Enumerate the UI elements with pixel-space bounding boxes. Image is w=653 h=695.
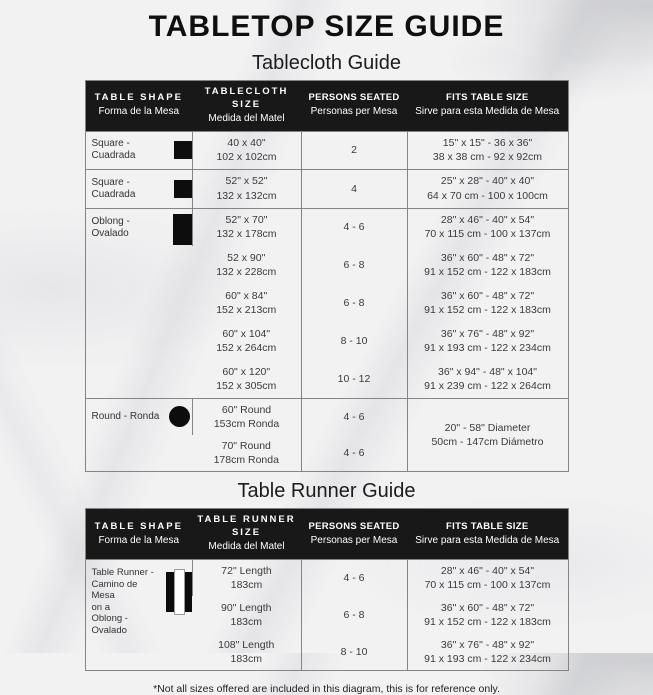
size-cell xyxy=(192,596,301,633)
size-inches: 52 x 90" xyxy=(227,251,266,264)
header-es-label: Personas per Mesa xyxy=(310,106,398,118)
persons-cell: 8 - 10 xyxy=(301,633,407,670)
size-cm: 178cm Ronda xyxy=(213,454,279,467)
shape-label: Square - Cuadrada xyxy=(91,176,136,200)
fits-inches: 36" x 76" - 48" x 92" xyxy=(440,638,535,651)
size-inches: 60" x 120" xyxy=(222,365,271,378)
page-title: TABLETOP SIZE GUIDE xyxy=(148,10,505,43)
header-en-label: TABLECLOTH SIZE xyxy=(204,86,289,110)
shape-label-line: Oblong - Ovalado xyxy=(91,613,128,636)
persons-cell: 4 - 6 xyxy=(301,559,407,596)
size-cell xyxy=(192,284,301,322)
fits-inches: 25" x 28" - 40" x 40" xyxy=(440,175,535,188)
size-cell xyxy=(192,398,301,435)
runner-header-row xyxy=(85,509,568,560)
persons-cell: 4 - 6 xyxy=(301,398,407,435)
header-tablecloth-size xyxy=(192,81,301,132)
shape-cell xyxy=(85,169,192,208)
fits-inches: 20" - 58" Diameter xyxy=(444,421,531,434)
size-cm: 153cm Ronda xyxy=(213,417,280,430)
size-cm: 102 x 102cm xyxy=(216,151,277,164)
header-en-label: FITS TABLE SIZE xyxy=(446,92,529,104)
header-en-label: TABLE SHAPE xyxy=(94,520,183,532)
table-runner-guide-section xyxy=(0,480,653,671)
footnote: *Not all sizes offered are included in this diagram, this is for reference only. xyxy=(153,682,500,695)
header-en-label: PERSONS SEATED xyxy=(308,520,400,532)
tablecloth-guide-title: Tablecloth Guide xyxy=(252,52,401,74)
table-runner-guide-table xyxy=(85,508,569,671)
size-inches: 60" x 104" xyxy=(222,327,271,340)
header-es-label: Forma de la Mesa xyxy=(98,106,180,118)
fits-cell xyxy=(407,322,568,360)
size-cm: 183cm xyxy=(230,579,263,592)
runner-stripe-part xyxy=(174,569,185,615)
table-row-square-52 xyxy=(85,169,568,208)
persons-cell: 6 - 8 xyxy=(301,596,407,633)
size-cell xyxy=(192,435,301,472)
size-cm: 152 x 213cm xyxy=(216,304,277,317)
fits-cell xyxy=(407,633,568,670)
fits-cell xyxy=(407,360,568,398)
tablecloth-guide-section xyxy=(0,52,653,472)
persons-cell: 10 - 12 xyxy=(301,360,407,398)
persons-cell: 4 - 6 xyxy=(301,208,407,246)
table-row-oblong-1 xyxy=(85,208,568,246)
shape-label-line: Camino de Mesa xyxy=(91,578,138,602)
size-cell xyxy=(192,559,301,596)
size-cell xyxy=(192,208,301,246)
fits-inches: 36" x 60" - 48" x 72" xyxy=(440,251,535,264)
header-fits-table-size xyxy=(407,81,568,132)
size-cell xyxy=(192,633,301,670)
fits-inches: 36" x 94" - 48" x 104" xyxy=(438,365,537,378)
persons-cell: 8 - 10 xyxy=(301,322,407,360)
persons-cell: 6 - 8 xyxy=(301,284,407,322)
table-row-round-1 xyxy=(85,398,568,435)
fits-cell xyxy=(407,284,568,322)
fits-cm: 64 x 70 cm - 100 x 100cm xyxy=(427,189,548,202)
size-cm: 152 x 305cm xyxy=(216,379,277,392)
shape-cell-round xyxy=(85,398,192,472)
size-cm: 132 x 178cm xyxy=(216,228,277,241)
fits-cm: 50cm - 147cm Diámetro xyxy=(431,435,544,448)
persons-cell: 4 xyxy=(301,169,407,208)
fits-cell-round xyxy=(407,398,568,472)
size-cell xyxy=(192,246,301,284)
persons-cell: 4 - 6 xyxy=(301,435,407,472)
tablecloth-guide-table xyxy=(85,80,569,472)
header-en-label: TABLE RUNNER SIZE xyxy=(197,514,296,539)
size-inches: 90" Length xyxy=(221,601,272,614)
size-cell xyxy=(192,322,301,360)
shape-label-line: Table Runner - xyxy=(91,566,154,578)
header-en-label: TABLE SHAPE xyxy=(94,92,183,104)
size-cell xyxy=(192,169,301,208)
header-persons-seated xyxy=(301,509,407,560)
table-row-runner-72 xyxy=(85,559,568,596)
square-icon xyxy=(174,180,192,198)
fits-inches: 15" x 15" - 36 x 36" xyxy=(442,136,533,149)
header-en-label: FITS TABLE SIZE xyxy=(446,520,529,532)
shape-label xyxy=(92,567,158,636)
fits-cm: 91 x 193 cm - 122 x 234cm xyxy=(424,652,551,665)
fits-inches: 28" x 46" - 40" x 54" xyxy=(440,214,535,227)
round-icon xyxy=(169,406,190,427)
size-cm: 132 x 228cm xyxy=(216,266,277,279)
fits-cm: 70 x 115 cm - 100 x 137cm xyxy=(424,579,551,592)
size-inches: 52" x 52" xyxy=(225,175,268,188)
fits-cm: 70 x 115 cm - 100 x 137cm xyxy=(424,228,551,241)
fits-cell xyxy=(407,246,568,284)
shape-label: Round - Ronda xyxy=(91,410,160,422)
size-inches: 60" x 84" xyxy=(225,289,268,302)
header-persons-seated xyxy=(301,81,407,132)
size-cell xyxy=(192,360,301,398)
fits-cm: 91 x 152 cm - 122 x 183cm xyxy=(424,304,551,317)
persons-cell: 2 xyxy=(301,131,407,169)
fits-cell xyxy=(407,169,568,208)
persons-cell: 6 - 8 xyxy=(301,246,407,284)
fits-cm: 91 x 152 cm - 122 x 183cm xyxy=(424,266,551,279)
fits-inches: 36" x 60" - 48" x 72" xyxy=(440,601,535,614)
header-table-runner-size xyxy=(192,509,301,560)
size-cm: 183cm xyxy=(230,652,262,665)
size-inches: 70" Round xyxy=(221,439,271,452)
square-icon xyxy=(174,141,192,159)
header-es-label: Sirve para esta Medida de Mesa xyxy=(415,106,560,118)
fits-cell xyxy=(407,208,568,246)
header-es-label: Forma de la Mesa xyxy=(98,534,180,546)
shape-label-line: on a xyxy=(91,601,110,613)
fits-cm: 38 x 38 cm - 92 x 92cm xyxy=(432,151,543,164)
size-inches: 108" Length xyxy=(218,638,275,651)
table-runner-icon xyxy=(166,569,192,615)
fits-cm: 91 x 239 cm - 122 x 264cm xyxy=(424,379,551,392)
size-inches: 60" Round xyxy=(221,403,272,416)
size-cell xyxy=(192,131,301,169)
fits-cell xyxy=(407,131,568,169)
size-inches: 72" Length xyxy=(221,565,272,578)
fits-cell xyxy=(407,559,568,596)
header-table-shape xyxy=(85,81,192,132)
oblong-icon xyxy=(173,214,192,245)
size-cm: 132 x 132cm xyxy=(216,189,277,202)
fits-cm: 91 x 152 cm - 122 x 183cm xyxy=(424,615,551,628)
table-runner-guide-title: Table Runner Guide xyxy=(237,480,416,503)
fits-inches: 28" x 46" - 40" x 54" xyxy=(440,565,535,578)
shape-cell-table-runner xyxy=(85,559,192,670)
shape-label: Oblong - Ovalado xyxy=(91,215,130,239)
header-es-label: Personas per Mesa xyxy=(310,534,398,546)
header-en-label: PERSONS SEATED xyxy=(308,92,400,104)
fits-inches: 36" x 60" - 48" x 72" xyxy=(440,289,535,302)
header-es-label: Medida del Matel xyxy=(208,112,285,124)
shape-cell-oblong xyxy=(85,208,192,398)
fits-cell xyxy=(407,596,568,633)
table-row-square-40 xyxy=(85,131,568,169)
size-cm: 152 x 264cm xyxy=(216,342,277,355)
size-inches: 52" x 70" xyxy=(225,214,268,227)
size-cm: 183cm xyxy=(230,615,262,628)
tablecloth-header-row xyxy=(85,81,568,132)
header-es-label: Medida del Matel xyxy=(208,540,285,552)
fits-inches: 36" x 76" - 48" x 92" xyxy=(440,327,535,340)
size-inches: 40 x 40" xyxy=(227,136,266,149)
fits-cm: 91 x 193 cm - 122 x 234cm xyxy=(424,342,551,355)
header-table-shape xyxy=(85,509,192,560)
shape-label: Square - Cuadrada xyxy=(91,138,136,162)
header-fits-table-size xyxy=(407,509,568,560)
header-es-label: Sirve para esta Medida de Mesa xyxy=(415,534,560,546)
shape-cell xyxy=(85,131,192,169)
